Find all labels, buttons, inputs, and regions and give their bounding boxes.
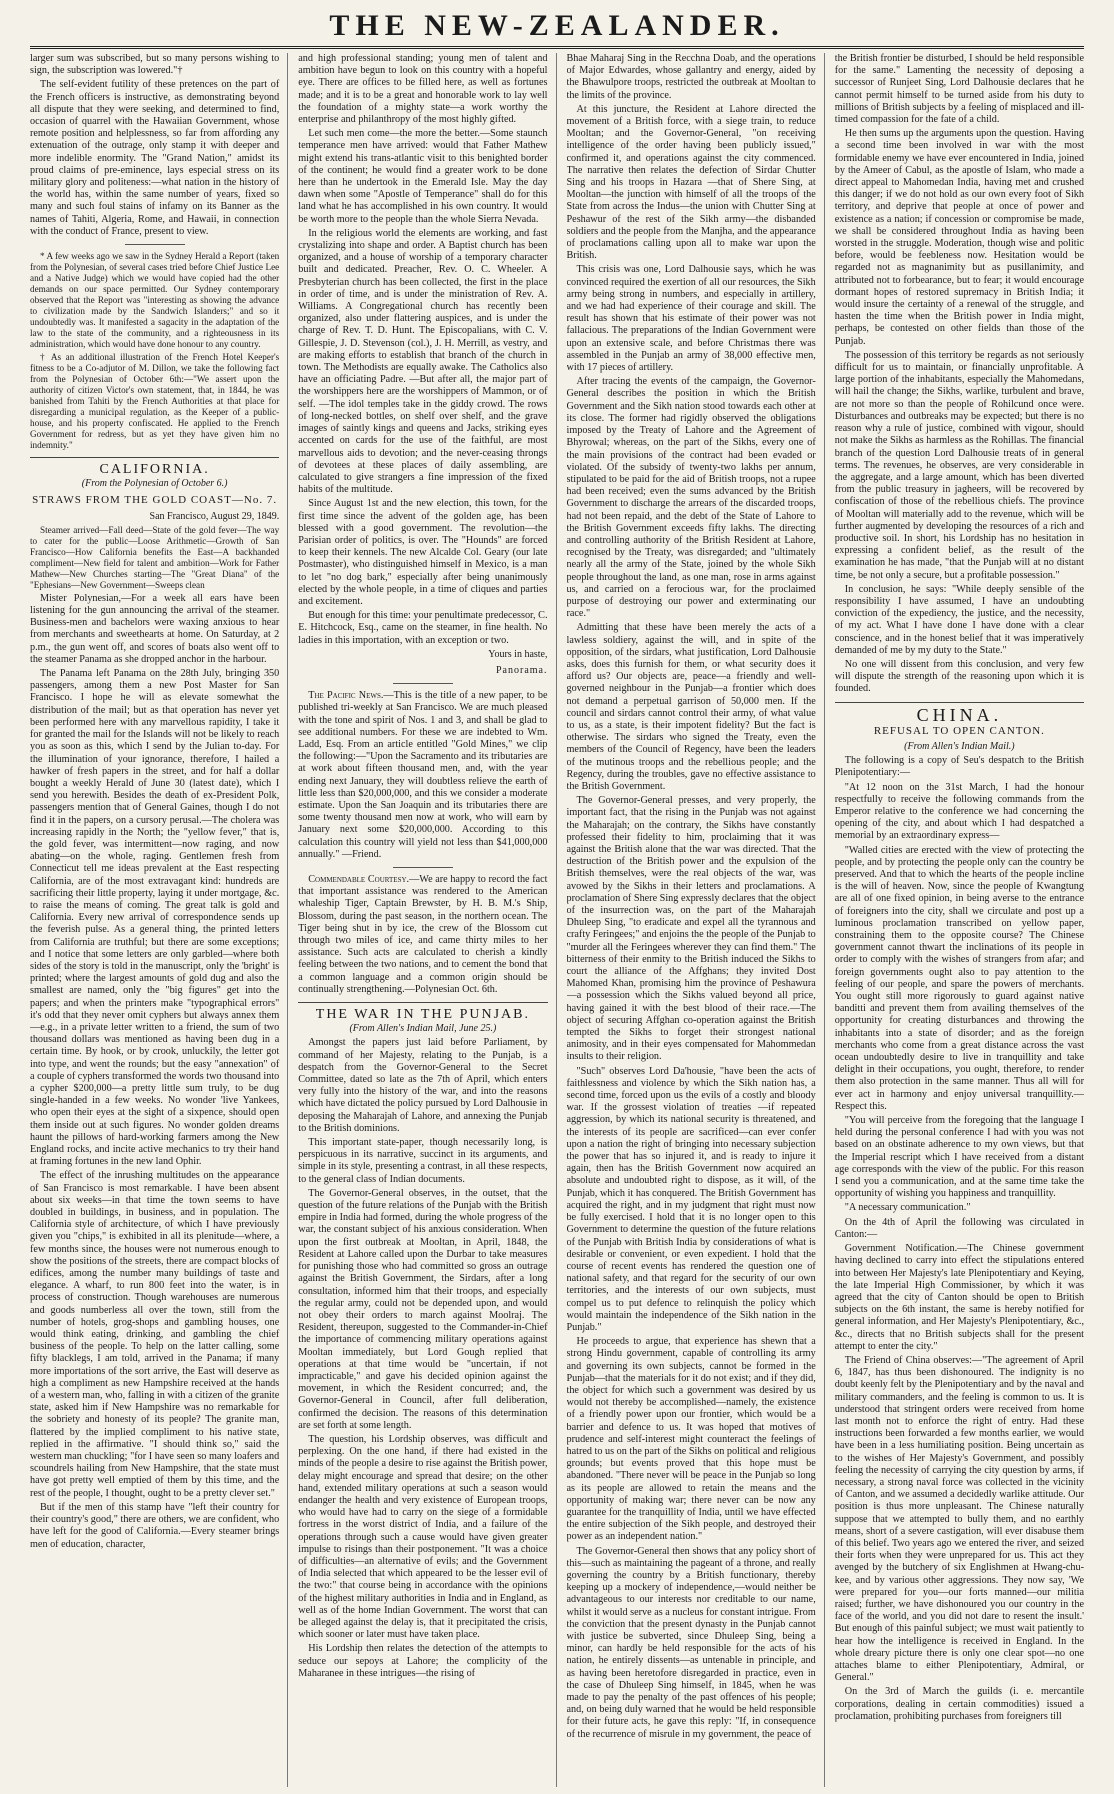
- divider: [393, 867, 453, 868]
- column-1: [30, 53, 288, 1787]
- paragraph: This important state-paper, though necessarily long, is perspicuous in its narrative, succinct in its arguments, and simple in its style, presenting a contrast, in all these respects, to the general class of Indian documents.: [298, 1137, 548, 1185]
- article-title-straws: STRAWS FROM THE GOLD COAST—No. 7.: [32, 494, 278, 507]
- paragraph: The Friend of China observes:—"The agreement of April 6, 1847, has thus been dishonoured. The indignity is no doubt keenly felt by the Plenipotentiary and by the naval and military commanders, and the feeling is common to us. It is understood that stringent orders were received from home last month not to enforce the right of entry. Had these instructions been forwarded a few months earlier, we would have been in a less humiliating position. Being uncertain as to the wishes of Her Majesty's Government, and possibly feeling the necessity of carrying the city question by arms, if necessary, a strong naval force was collected in the vicinity of Canton, and we assumed a decidedly warlike attitude. Our position is thus more unpleasant. The Chinese naturally suppose that we attempted to bully them, and no earthly means, short of a severe castigation, will ever disabuse them of this belief. Two years ago we entered the river, and seized their forts when they were unprepared for us. This act they avenged by the butchery of six Englishmen at Hwang-chu-kee, and by various other aggressions. They now say, 'We were prepared for you—our forts manned—our militia raised; further, we have dishonoured you our country in the face of the world, and you did not dare to resent the insult.' But enough of this painful subject; we must wait patiently to hear how the intelligence is received in England. In the whole dreary picture there is only one clear spot—no one attaches blame to either Plenipotentiary, Admiral, or General.": [834, 1354, 1084, 1684]
- paragraph: The Panama left Panama on the 28th July, bringing 350 passengers, among them a new Post Master for San Francisco. I hope he will as elevate somewhat the distribution of the mail; but as that operation has never yet been performed here with any marvellous rapidity, I take it for granted the mail for the Islands will not be likely to reach you as soon as this, which I send by the Julian to-day. For the illumination of your ignorance, therefore, I hailed a hawker of fresh papers in the street, and for half a dollar bought a weekly Herald of June 30 (latest date), which I send you herewith. Besides the death of ex-President Polk, passengers mention that of General Gaines, though I do not find it in the papers, on a cursory perusal.—The cholera was increasing rapidly in the North; the "yellow fever," that is, the gold fever, was intermittent—now raging, and now abating—on the whole, raging. Gentlemen fresh from Connecticut tell me ideas prevalent at the East respecting California, are of the most extravagant kind: hundreds are sacrificing their little property, laying it under mortgage, &c. to raise the means of coming. The great talk is gold and California. Every new arrival of correspondence sends up the feverish pulse. As a general thing, the printed letters from California are truthful; but there are some exceptions; and I notice that some letters are only garbled—where both sides of the story is told in the manuscript, only the 'bright' is printed; where the largest amounts of gold dug and also the smallest are named, only the "big figures" get into the papers; and when the printers make "typographical errors" it's odd that they never omit cyphers but always annex them—e.g., in a private letter written to a friend, the sum of two thousand dollars was mentioned as having been dug in a certain time. By hook, or by crook, unluckily, the letter got into type, and went the rounds; but the easy "annexation" of a couple of cyphers transformed the words two thousand into a cypher $200,000—a pretty little sum truly, to be dug single-handed in a few weeks. No wonder 'live Yankees, who open their eyes at the sight of a sixpence, should open them inside out at such figures. No wonder golden dreams haunt the pillows of hard-working farmers among the New England rocks, and incite active mechanics to try their hand at framing fortunes in the new land Ophir.: [30, 668, 280, 1168]
- paragraph: But enough for this time: your penultimate predecessor, C. E. Hitchcock, Esq., came on the steamer, in fine health. No ladies in this importation, with an exception or two.: [298, 610, 548, 646]
- paragraph: After tracing the events of the campaign, the Governor-General describes the position in which the British Government and the Sikh nation stood towards each other at its close. The former had rigidly observed the obligations imposed by the Treaty of Lahore and the Agreement of Bhyrowal; whereas, on the part of the Sikhs, every one of the main provisions of the contract had been evaded or violated. Of the subsidy of twenty-two lakhs per annum, stipulated to be paid for the aid of British troops, not a rupee had been received; even the sums advanced by the British Government to discharge the arrears of the discarded troops, had not been repaid, and the debt of the State of Lahore to the British Government exceeds fifty lakhs. The directing and controlling authority of the British Resident at Lahore, recognised by the Treaty, was disregarded; and "ultimately nearly all the army of the State, joined by the whole Sikh people throughout the land, as one man, rose in arms against us, and carried on a ferocious war, for the proclaimed purpose of destroying our power and exterminating our race.": [566, 376, 816, 620]
- divider: [393, 683, 453, 684]
- section-title-california: CALIFORNIA.: [99, 462, 210, 478]
- divider: [125, 244, 185, 245]
- paragraph: "You will perceive from the foregoing that the language I held during the personal conference I had with you was not based on an obstinate adherence to my own views, but that the Imperial rescript which I have received from a distant age corresponds with the view of the public. For this reason I send you a communication, and at the same time take the opportunity of wishing you happiness and tranquillity.: [834, 1115, 1084, 1200]
- paragraph-pacific-news: [298, 690, 547, 861]
- paragraph: Since August 1st and the new election, this town, for the first time since the advent of the golden age, has been blessed with a good government. The revolution—the Parisian order of politics, is over. The "Hounds" are forced to keep their kennels. The new Alcalde Col. Geary (our late Postmaster), who distinguished himself in Mexico, is a man to let "no dog bark," especially after being unanimously elected by the whole people, in a time of cliques and parties and excitement.: [298, 498, 548, 607]
- paragraph-courtesy: [298, 874, 547, 996]
- paragraph: He proceeds to argue, that experience has shewn that a strong Hindu government, capable of controlling its army and governing its own subjects, cannot be formed in the Punjab—that the materials for it do not exist; and if they did, the object for which such a government was desired by us would not thereby be accomplished—namely, the existence of a friendly power upon our frontier, which would be a barrier and defence to us. It was hoped that motives of prudence and self-interest might counteract the feelings of hatred to us on the part of the Sikhs on political and religious grounds; but events proved that this hope must be abandoned. "There never will be peace in the Punjab so long as its people are allowed to retain the means and the opportunity of making war; there never can be now any guarantee for the tranquillity of India, until we have effected the entire subjection of the Sikh people, and destroyed their power as an independent nation.": [566, 1336, 816, 1543]
- section-source: (From Allen's Indian Mail, June 25.): [349, 1023, 497, 1035]
- section-title-punjab: THE WAR IN THE PUNJAB.: [315, 1007, 530, 1023]
- paragraph: At this juncture, the Resident at Lahore directed the movement of a British force, with a siege train, to reduce Mooltan; and the Governor-General, "on receiving intelligence of the order having been publicly issued," confirmed it, and operations against the city commenced. The narrative then relates the defection of Sirdar Chutter Sing and his troops in Hazara —that of Shere Sing, at Mooltan—the junction with himself of all the troops of the State from across the Indus—the union with Chutter Sing at Peshawur of the rest of the Sikh army—the disbanded soldiers and the people from the Manjha, and the appearance of proclamations calling upon all to make war upon the British.: [566, 103, 816, 262]
- section-title-china: CHINA.: [916, 704, 1003, 725]
- letter-closing: Yours in haste,: [488, 648, 548, 660]
- paragraph: The possession of this territory be regards as not seriously difficult for us to maintain, or financially unprofitable. A large portion of the inhabitants, especially the Mahomedans, will hail the change; the Sikhs, warlike, turbulent and brave, are not more so than the people of Rohilcund once were. Disturbances and outbreaks may be expected; but there is no reason why a rule of justice, combined with vigour, should not make the Sikhs as harmless as the Rohillas. The financial branch of the question Lord Dalhousie treats of in general terms. The revenues, he observes, are very considerable in the aggregate, and a large amount, which has been diverted from the public treasury in jagheers, will be recovered by confiscation of those of the rebellious chiefs. The province of Mooltan will materially add to the revenue, which will be further augmented by developing the resources of a rich and productive soil. In short, his Lordship has no hesitation in expressing a confident belief, as the result of the examination he has made, "that the Punjab will at no distant time, be not only a secure, but a profitable possession.": [834, 349, 1084, 581]
- paragraph: "A necessary communication.": [844, 1202, 971, 1214]
- paragraph: Admitting that these have been merely the acts of a lawless soldiery, against the will, and in spite of the opposition, of the sirdars, what justification, Lord Dalhousie asks, does this furnish for them, or what security does it afford us? Our objects are, peace—a friendly and well-governed neighbour in the Punjab—a frontier which does not demand a perpetual garrison of 50,000 men. If the council and sirdars cannot control their army, of what value to us, as a state, is their impotent fidelity? But the fact is otherwise. The sirdars who signed the Treaty, even the members of the Council of Regency, have been the leaders of the mutinous troops and the rebellious people; and the Regency, during the troubles, gave no effective assistance to the British Government.: [566, 622, 816, 792]
- paragraph: and high professional standing; young men of talent and ambition have begun to look on this country with a hopeful eye. There are offices to be filled here, as well as fortunes made; and it is to be a great and honorable work to lay well the foundation of a mighty state—a work worthy the enterprise and philanthropy of the most highly gifted.: [298, 53, 548, 126]
- section-source: (From the Polynesian of October 6.): [81, 478, 228, 490]
- paragraph: He then sums up the arguments upon the question. Having a second time been involved in war with the most formidable enemy we have ever encountered in India, joined by the Ameer of Cabul, as the apostle of Islam, who made a direct appeal to Mahomedan India, having met and crushed this danger; if we do not hold as our own every foot of Sikh territory, and deprive that people at once of power and existence as a nation; if concession or compromise be made, we shall be considered throughout India as having been worsted in the struggle. Moderation, though wise and politic before, would be feebleness now. Hesitation would be regarded not as magnanimity but as pusillanimity, and attributed not to forbearance, but to fear; it would encourage dormant hopes of restored supremacy in British India; it would insure the certainty of a renewal of the struggle, and hasten the time when the British power in India might, perhaps, be contested on other fields than those of the Punjab.: [834, 128, 1084, 347]
- paragraph: On the 3rd of March the guilds (i. e. mercantile corporations, dealing in certain commodities) issued a proclamation, prohibiting purchases from foreigners till: [834, 1686, 1084, 1722]
- column-3: [567, 53, 825, 1787]
- column-2: [298, 53, 556, 1787]
- paragraph: The effect of the inrushing multitudes on the appearance of San Francisco is most remarkable. I have been absent about six weeks—in that time the town seems to have doubled in buildings, in business, and in population. The California style of architecture, of which I have previously given you "chips," is exhibited in all its plenitude—where, a few months since, the houses were not numerous enough to show the positions of the streets, there are compact blocks of edifices, among the number many buildings of taste and elegance. A wharf, to run 800 feet into the water, is in process of construction. Though warehouses are numerous and goods numberless all over the town, still from the number of hotels, grog-shops and gambling houses, one would think eating, drinking, and gambling the chief business of the people. To help on the latter calling, some fifty blacklegs, I am told, arrived in the Panama; if many more importations of the sort arrive, the East will deserve as high a compliment as new Hampshire received at the hands of a western man, who, falling in with a citizen of the granite state, asked him if New Hampshire was no remarkable for the sobriety and honesty of its people? The granite man, flattered by the implied compliment to his native state, replied in the affirmative. "I should think so," said the western man chuckling; "for I have seen so many loafers and scoundrels hailing from New Hampshire, that the state must have got pretty well emptied of them by this time, and the rest of the people, I thought, ought to be a pretty clever set.": [30, 1170, 280, 1499]
- paragraph: In conclusion, he says: "While deeply sensible of the responsibility I have assumed, I have an undoubting conviction of the expediency, the justice, and the necessity, of my act. What I have done I have done with a clear conscience, and in the honest belief that it was imperatively demanded of me by my duty to the State.": [834, 583, 1084, 656]
- section-source: (From Allen's Indian Mail.): [904, 740, 1015, 752]
- paragraph-lead: Commendable Courtesy.: [308, 874, 410, 885]
- paragraph: larger sum was subscribed, but so many persons wishing to sign, the subscription was lowered."†: [30, 53, 280, 77]
- columns: [30, 53, 1084, 1787]
- paragraph: Mister Polynesian,—For a week all ears have been listening for the gun announcing the arrival of the steamer. Business-men and bachelors were waxing anxious to hear from merchants and sweethearts at home. On Saturday, at 2 p.m., the gun went off, and scores of boats also went off to the steamer Panama as she dropped anchor in the harbour.: [30, 592, 280, 665]
- paragraph: The Governor-General observes, in the outset, that the question of the future relations of the Punjab with the British empire in India had formed, during the whole progress of the war, the constant subject of his anxious consideration. When upon the first outbreak at Mooltan, in April, 1848, the Resident at Lahore called upon the Durbar to take measures for punishing those who had committed so gross an outrage against the British Government, the Sirdars, after a long consultation, informed him that their troops, and especially the regular army, could not be depended upon, and would not obey their orders to march against Moolraj. The Resident, thereupon, suggested to the Commander-in-Chief the importance of commencing military operations against Mooltan immediately, but Lord Gough replied that operations at that time would be "uncertain, if not impracticable," and gave his decided opinion against the movement, in which the Resident concurred; and, the Governor-General in Council, after full deliberation, confirmed the decision. The reasons of this determination are set forth at some length.: [298, 1187, 548, 1431]
- paragraph: The self-evident futility of these pretences on the part of the French officers is instructive, as demonstrating beyond all dispute that they were seeking, and determined to find, occasion of quarrel with the Hawaiian Government, whose remote position and helplessness, so far from affording any extenuation of the outrage, only stamp it with deeper and more indelible enormity. The "Grand Nation," amidst its proud claims of pre-eminence, lays especial stress on its military glory and politeness:—what nation in the history of the world has, within the same number of years, fixed so many and such foul stains of infamy on its Banner as the names of Tahiti, Algeria, Rome, and Hawaii, in connection with the conduct of France, present to view.: [30, 79, 280, 237]
- paragraph: The question, his Lordship observes, was difficult and perplexing. On the one hand, if there had existed in the minds of the people a desire to rise against the British power, delay might encourage and spread that desire; on the other hand, extended military operations at such a season would endanger the health and very existence of European troops, who would have had to carry on the siege of a formidable fortress in the worst district of India, and a failure of the operations through such a cause would have given greater impulse to risings than their postponement. "It was a choice of difficulties—an alternative of evils; and the Government of India selected that which appeared to be the lesser evil of the two:" that course being in accordance with the opinions of the highest military authorities in India and in England, as well as of the home Indian Government. The worst that can be alleged against the delay is, that it precipitated the crisis, which sooner or later must have taken place.: [298, 1433, 548, 1641]
- column-4: [835, 53, 1084, 1787]
- paragraph: No one will dissent from this conclusion, and very few will dispute the strength of the reasoning upon which it is founded.: [834, 658, 1084, 695]
- paragraph: In the religious world the elements are working, and fast crystalizing into shape and order. A Baptist church has been organized, and a house of worship of a temporary character built and dedicated. Preacher, Rev. O. C. Wheeler. A Presbyterian church has been collected, the first in the place in order of time, and is under the ministration of Rev. A. Williams. A Congregational church has recently been organized, also under flattering auspices, and is under the charge of Rev. T. D. Hunt. The Episcopalians, with C. V. Gillespie, J. D. Stevenson (col.), J. H. Merrill, as vestry, and are making efforts to establish that branch of the church in town. The Methodists are equally awake. The Catholics also have an officiating Padre. —But after all, the major part of the worshippers here are the worshippers of Mammon, or of self. —The idol temples take in the giddy crowd. The rows of long-necked bottles, on shelf over shelf, and the grave images of saintly kings and queens and Jacks, striking eyes accented on cards for the use of the faithful, are most marvellous aids to devotion; and the never-ceasing throngs of devotees at these places of daily assembling, are calculated to give strangers a fine impression of the fixed habits of the multitude.: [298, 227, 548, 496]
- paragraph-body: —We are happy to record the fact that important assistance was rendered to the American whaleship Tiger, Captain Brewster, by H. B. M.'s Ship, Blossom, during the past season, in the northern ocean. The Tiger being shut in by ice, the crew of the Blossom cut through two miles of ice, and came thirty miles to her assistance. Such acts are calculated to cherish a kindly feeling between the two nations, and to cement the bond that a common language and a common origin should be continually strengthening.—Polynesian Oct. 6th.: [298, 874, 548, 995]
- paragraph: This crisis was one, Lord Dalhousie says, which he was convinced required the exertion of all our resources, the Sikh army being strong in numbers, and especially in artillery, and we had had experience of their courage and skill. The result has shown that his estimate of their power was not fallacious. The preparations of the Indian Government were upon an extensive scale, and before Christmas there was assembled in the Punjab an army of 38,000 effective men, with 17 pieces of artillery.: [566, 264, 816, 374]
- paragraph: the British frontier be disturbed, I should be held responsible for the same." Lamenting the necessity of deposing a successor of Runjeet Sing, Lord Dalhousie declares that he cannot permit himself to be turned aside from his duty to millions of British subjects by a feeling of misplaced and ill-timed compassion for the fate of a child.: [834, 53, 1084, 126]
- paragraph: Bhae Maharaj Sing in the Recchna Doab, and the operations of Major Edwardes, whose gallantry and energy, aided by the Bhawulpore troops, restricted the outbreak at Mooltan to the limits of the province.: [566, 53, 816, 101]
- divider: [30, 457, 279, 458]
- paragraph: Let such men come—the more the better.—Some staunch temperance men have arrived: would that Father Mathew might extend his trans-atlantic visit to this benighted border of the continent; he would find a greater work to be done here than he undertook in the Emerald Isle. May the day dawn when some "Apostle of Temperance" shall do for this land what he has accomplished in his own country. It would be worth more to the people than the whole Sierra Nevada.: [298, 128, 548, 225]
- article-summary: Steamer arrived—Fall deed—State of the gold fever—The way to cater for the public—Loose Arithmetic—Growth of San Francisco—How California benefits the East—A backhanded compliment—New field for talent and ambition—Work for Father Mathew—New Churches starting—The "Great Diana" of the "Ephesians—New Government—Sweeps clean: [30, 524, 280, 590]
- masthead-rule: [30, 46, 1084, 49]
- paragraph: But if the men of this stamp have "left their country for their country's good," there are others, we are confident, who have left for the good of California.—Every steamer brings men of education, character,: [30, 1501, 280, 1550]
- divider: [298, 1002, 547, 1003]
- paragraph: "Walled cities are erected with the view of protecting the people, and by protecting the people only can the country be preserved. And that to which the hearts of the people incline is the will of heaven. Now, since the people of Kwangtung are all of one fixed opinion, in being averse to the entrance of foreigners into the city, shall we circulate and post up a luminous proclamation transcribed on yellow paper, constraining them to the opposite course? The Chinese government cannot thwart the inclinations of its people in order to comply with the wishes of strangers from afar; and foreign governments ought also to pay attention to the feeling of our people, and spare the powers of merchants. You ought still more rigorously to guard against native banditti and prevent them from availing themselves of the opportunity for creating disturbances and throwing the inhabitants into a state of disorder; and as the foreign merchants who come from a great distance across the vast ocean undoubtedly desire to live in tranquillity and take delight in their occupations, you ought, therefore, to render them also protection in the same manner. Thus all will for ever act in harmony and enjoy universal tranquillity.—Respect this.: [834, 844, 1084, 1112]
- divider: [835, 702, 1084, 703]
- paragraph: The following is a copy of Seu's despatch to the British Plenipotentiary:—: [834, 755, 1084, 779]
- masthead: THE NEW-ZEALANDER.: [329, 9, 785, 42]
- paragraph: On the 4th of April the following was circulated in Canton:—: [834, 1216, 1084, 1240]
- article-title-canton: REFUSAL TO OPEN CANTON.: [873, 724, 1045, 737]
- paragraph: The Governor-General presses, and very properly, the important fact, that the rising in the Punjab was not against the Maharajah; on the contrary, the Sikhs have constantly professed their fidelity to him, proclaiming that it was against the British alone that the war was directed. That the destruction of the British power and the expulsion of the British themselves, were the real objects of the war, was avowed by the Sikhs in their letters and proclamations. A proclamation of Shere Sing expressly declares that the object of the insurrection was, on the part of the Maharajah Dhuleep Sing, "to eradicate and expel all the tyrannous and crafty Feringees;" and enjoins the the people of the Punjab to "murder all the Feringees wherever they can find them." The bitterness of their enmity to the British induced the Sikhs to court the alliance of the Affghans; they invited Dost Mahomed Khan, promising him the province of Peshawura—a possession which the Sikhs valued beyond all price, having gained it with the best blood of their race.—The object of securing Affghan co-operation against the British tempted the Sikhs to forget their strongest national animosity, and in their eyes compensated for Mahommedan insults to their religion.: [566, 795, 816, 1063]
- paragraph-lead: The Pacific News.: [308, 690, 384, 702]
- footnote: * A few weeks ago we saw in the Sydney Herald a Report (taken from the Polynesian, of several cases tried before Chief Justice Lee and a Native Judge) which we would have copied had the other demands on our space permitted. Our Sydney contemporary observed that the Report was "interesting as showing the advance to civilization made by the Sandwich Islanders;" and so it undoubtedly was. It manifested a sagacity in the adaptation of the law to the state of the community, and a righteousness in its administration, which would have done honour to any country.: [30, 251, 280, 350]
- paragraph: The Governor-General then shows that any policy short of this—such as maintaining the pageant of a throne, and really governing the country by a British functionary, thereby keeping up a mockery of independence,—would neither be advantageous to our interests nor creditable to our name, whilst it would serve as a nucleus for constant intrigue. From the conviction that the present dynasty in the Punjab cannot with justice be subverted, since Dhuleep Sing, being a minor, can hardly be held responsible for the acts of his nation, he entirely dissents—as untenable in principle, and as having been heretofore disregarded in practice, even in the case of Dhuleep Sing himself, in 1845, when he was made to pay the penalty of the past offences of his people; and, on being duly warned that he would be held responsible for their future acts, he gave this reply: "If, in consequence of the recurrence of misrule in my government, the peace of: [566, 1545, 816, 1740]
- paragraph: "At 12 noon on the 31st March, I had the honour respectfully to receive the following commands from the Emperor relative to the conference we had concerning the opening of the city, and about which I had despatched a memorial by an extraordinary express—: [834, 781, 1084, 842]
- paragraph-body: —This is the title of a new paper, to be published tri-weekly at San Francisco. We are much pleased with the tone and spirit of Nos. 1 and 3, and shall be glad to see additional numbers. For these we are indebted to Wm. Ladd, Esq. From an article entitled "Gold Mines," we clip the following:—"Upon the Sacramento and its tributaries are at work about fifteen thousand men, and, with the year ending next January, they will doubtless relieve the earth of little less than $20,000,000, and this we consider a moderate estimate. Upon the San Joaquin and its tributaries there are some twenty thousand men now at work, who will earn by January next some $20,000,000. According to this calculation this country will yield not less than $41,000,000 annually." —Friend.: [298, 690, 548, 860]
- footnote: † As an additional illustration of the French Hotel Keeper's fitness to be a Co-adjutor of M. Dillon, we take the following fact from the Polynesian of October 6th:—"We assert upon the authority of citizen Victor's own statement, that, in 1844, he was banished from Tahiti by the French Authorities at that place for disregarding a municipal regulation, as the Keeper of a public-house, and his property confiscated. He applied to the French Government for redress, but as yet they have given him no indemnity.": [30, 352, 280, 451]
- paragraph: Amongst the papers just laid before Parliament, by command of her Majesty, relating to the Punjab, is a despatch from the Governor-General to the Secret Committee, dated so late as the 7th of April, which enters very fully into the history of the war, and into the reasons which have dictated the policy pursued by Lord Dalhousie in deposing the Maharajah of Lahore, and annexing the Punjab to the British dominions.: [298, 1037, 548, 1134]
- paragraph: "Such" observes Lord Da'housie, "have been the acts of faithlessness and violence by which the Sikh nation has, a second time, forced upon us the evils of a costly and bloody war. If the grossest violation of treaties —if repeated aggression, by which its national security is threatened, and the interests of its people are sacrificed—can ever confer upon a nation the right of bringing into necessary subjection the power that has so injured it, and is ready to injure it again, then has the British Government now acquired an absolute and undoubted right to dispose, as it will, of the Punjab, which it has conquered. The British Government has acquired the right, and in my judgment that right must now be fully exercised. I hold that it is no longer open to this Government to determine the question of the future relations of the Punjab with British India by considerations of what is desirable or convenient, or even expedient. I hold that the course of recent events has rendered the question one of national safety, and that regard for the security of our own territories, and the interests of our own subjects, must compel us to put defence to relinquish the policy which would maintain the independence of the Sikh nation in the Punjab.": [566, 1065, 816, 1333]
- letter-signature: Panorama.: [496, 664, 548, 676]
- paragraph: Government Notification.—The Chinese government having declined to carry into effect the stipulations entered into between Her Majesty's late Plenipotentiary and Keying, the late Imperial High Commissioner, by which it was agreed that the city of Canton should be open to British subjects on the 6th instant, the same is hereby notified for general information, and Her Majesty's Plenipotentiary, &c., &c., directs that no British subjects shall for the present attempt to enter the city.": [834, 1243, 1084, 1352]
- paragraph: His Lordship then relates the detection of the attempts to seduce our sepoys at Lahore; the complicity of the Maharanee in these intrigues—the rising of: [298, 1643, 548, 1679]
- article-dateline: San Francisco, August 29, 1849.: [149, 510, 280, 522]
